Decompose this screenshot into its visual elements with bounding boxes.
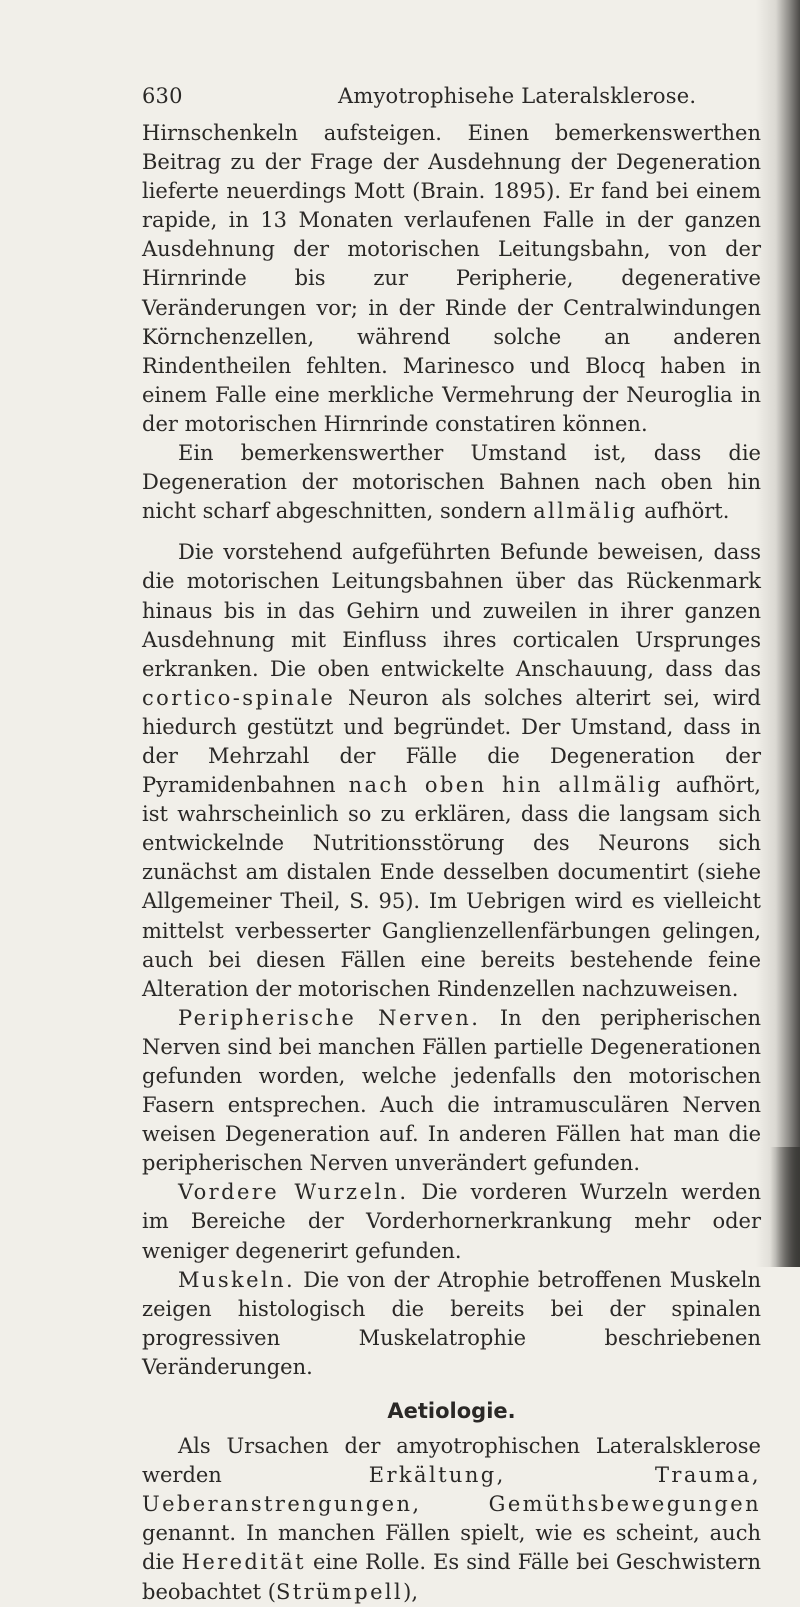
paragraph-peripherische-nerven (142, 1004, 761, 1179)
page-corner-shadow (770, 1147, 800, 1267)
paragraph-degeneration-upward (142, 439, 761, 526)
text-span: genannt. In manchen Fällen spielt, wie es scheint, auch die (142, 1521, 761, 1575)
paragraph-muskeln (142, 1266, 761, 1382)
emphasis-nach-oben-hin: nach oben hin allmälig (348, 773, 663, 798)
text-span: Ein bemerkenswerther Umstand ist, dass die Degeneration der motorischen Bahnen nach oben hin nicht scharf abgeschnitten, sondern (142, 441, 761, 524)
text-span: ), (403, 1579, 419, 1604)
text-span: aufhört. (637, 499, 730, 524)
text-span: In den peripherischen Nerven sind bei manchen Fällen partielle Degenerationen gefunden worden, welche jedenfalls den motorischen Fasern entsprechen. Auch die intramusculären Nerven weisen Degeneration auf. In anderen Fällen hat man die peripherischen Nerven unverändert gefunden. (142, 1005, 761, 1176)
text-span: aufhört, ist wahrscheinlich so zu erklären, dass die langsam sich entwickelnde Nutritionsstörung des Neurons sich zunächst am distalen Ende desselben documentirt (siehe Allgemeiner Theil, S. 95). Im Uebrigen wird es vielleicht mittelst verbesserter Ganglienzellenfärbungen gelingen, auch bei diesen Fällen eine bereits bestehende feine Alteration der motorischen Rindenzellen nachzuweisen. (142, 773, 761, 1001)
section-label-muskeln: Muskeln. (178, 1267, 296, 1292)
paragraph-conclusions (142, 538, 761, 1004)
paragraph-vordere-wurzeln (142, 1178, 761, 1265)
text-span: Die vorstehend aufgeführten Befunde beweisen, dass die motorischen Leitungsbahnen über das Rückenmark hinaus bis in das Gehirn und zuweilen in ihrer ganzen Ausdehnung mit Einfluss ihres corticalen Ursprunges erkranken. Die oben entwickelte Anschauung, dass das (142, 540, 761, 681)
page-number: 630 (142, 84, 183, 108)
text-span: Neuron als solches alterirt sei, wird hiedurch gestützt und begründet. Der Umstand, dass in der Mehrzahl der Fälle die Degeneration der Pyramidenbahnen (142, 685, 761, 798)
running-head: Amyotrophisehe Lateralsklerose. (338, 84, 697, 108)
text-span: Die von der Atrophie betroffenen Muskeln zeigen histologisch die bereits bei der spinalen progressiven Muskelatrophie beschriebenen Veränderungen. (142, 1267, 761, 1379)
emphasis-causes: Erkältung, Trauma, Ueberanstrengungen, Gemüthsbewegungen (142, 1463, 761, 1517)
citation-struempell: Strümpell (275, 1579, 404, 1604)
page-edge-shadow (756, 0, 800, 1267)
section-label-vordere-wurzeln: Vordere Wurzeln. (178, 1180, 409, 1205)
emphasis-cortico-spinale: cortico-spinale (142, 685, 336, 710)
text-span: Die vorderen Wurzeln werden im Bereiche der Vorderhornerkrankung mehr oder weniger degenerirt gefunden. (142, 1180, 761, 1263)
paragraph-ursachen (142, 1432, 761, 1607)
text-span: Als Ursachen der amyotrophischen Lateralsklerose werden (142, 1434, 761, 1488)
body-text (142, 119, 761, 1607)
section-heading-aetiologie: Aetiologie. (387, 1399, 516, 1424)
section-label-peripherische-nerven: Peripherische Nerven. (178, 1005, 481, 1030)
text-span: eine Rolle. Es sind Fälle bei Geschwistern beobachtet ( (142, 1550, 761, 1604)
emphasis-allmaelig: allmälig (533, 499, 638, 524)
paragraph-mott-findings: Hirnschenkeln aufsteigen. Einen bemerkenswerthen Beitrag zu der Frage der Ausdehnung der Degeneration lieferte neuerdings Mott (Brain. 1895). Er fand bei einem rapide, in 13 Monaten verlaufenen Falle in der ganzen Ausdehnung der motorischen Leitungsbahn, von der Hirnrinde bis zur Peripherie, degenerative Veränderungen vor; in der Rinde der Centralwindungen Körnchenzellen, während solche an anderen Rindentheilen fehlten. Marinesco und Blocq haben in einem Falle eine merkliche Vermehrung der Neuroglia in der motorischen Hirnrinde constatiren können. (142, 121, 761, 436)
page-header (142, 84, 762, 112)
emphasis-hereditaet: Heredität (181, 1550, 306, 1575)
